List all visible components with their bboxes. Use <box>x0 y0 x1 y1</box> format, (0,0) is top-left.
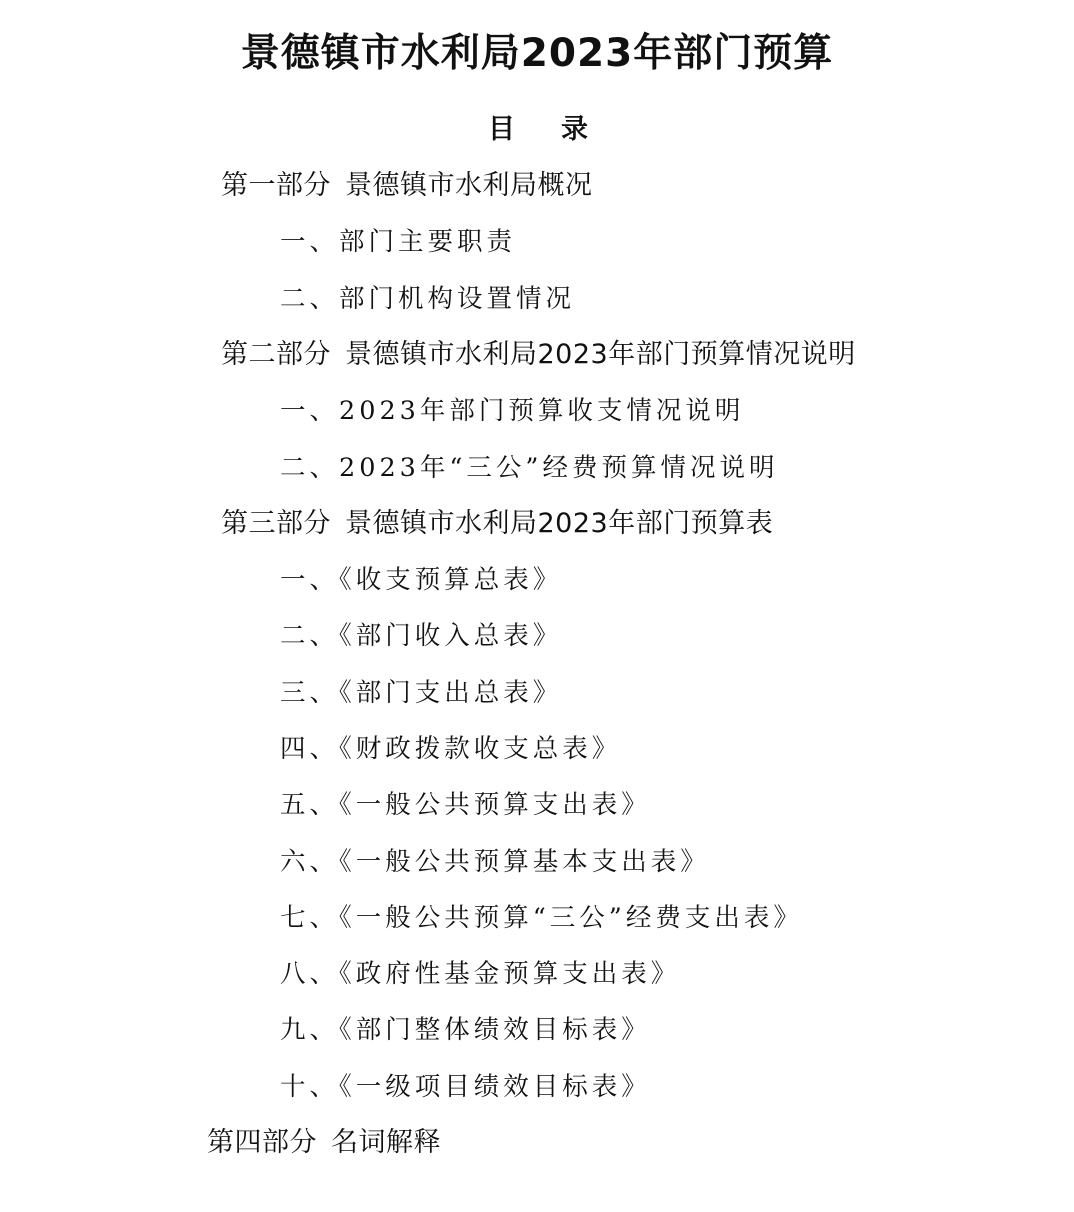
toc-item: 四、《财政拨款收支总表》 <box>280 734 622 764</box>
part-label: 第一部分 <box>221 170 331 201</box>
toc-part-1 <box>221 166 593 206</box>
toc-item: 二、《部门收入总表》 <box>280 621 563 651</box>
toc-item: 七、《一般公共预算“三公”经费支出表》 <box>280 903 803 933</box>
part-label: 第四部分 <box>207 1127 317 1158</box>
toc-item: 一、部门主要职责 <box>280 227 517 257</box>
toc-item: 三、《部门支出总表》 <box>280 678 563 708</box>
toc-item: 六、《一般公共预算基本支出表》 <box>280 847 710 877</box>
toc-item: 八、《政府性基金预算支出表》 <box>280 959 681 989</box>
toc-item: 一、2023年部门预算收支情况说明 <box>280 396 745 426</box>
part-label: 第三部分 <box>221 508 331 539</box>
part-label: 第二部分 <box>221 339 331 370</box>
toc-part-3 <box>221 504 773 544</box>
toc-part-2 <box>221 335 856 375</box>
toc-heading: 目录 <box>488 114 634 145</box>
part-title: 景德镇市水利局2023年部门预算情况说明 <box>345 339 856 370</box>
part-title: 景德镇市水利局2023年部门预算表 <box>345 508 774 539</box>
toc-part-4 <box>207 1123 441 1163</box>
toc-item: 九、《部门整体绩效目标表》 <box>280 1015 651 1045</box>
toc-item: 二、部门机构设置情况 <box>280 284 576 314</box>
part-title: 景德镇市水利局概况 <box>345 170 593 201</box>
document-title: 景德镇市水利局2023年部门预算 <box>240 31 834 76</box>
part-title: 名词解释 <box>331 1127 441 1158</box>
toc-item: 二、2023年“三公”经费预算情况说明 <box>280 453 779 483</box>
toc-item: 十、《一级项目绩效目标表》 <box>280 1072 651 1102</box>
toc-item: 五、《一般公共预算支出表》 <box>280 790 651 820</box>
toc-item: 一、《收支预算总表》 <box>280 565 563 595</box>
